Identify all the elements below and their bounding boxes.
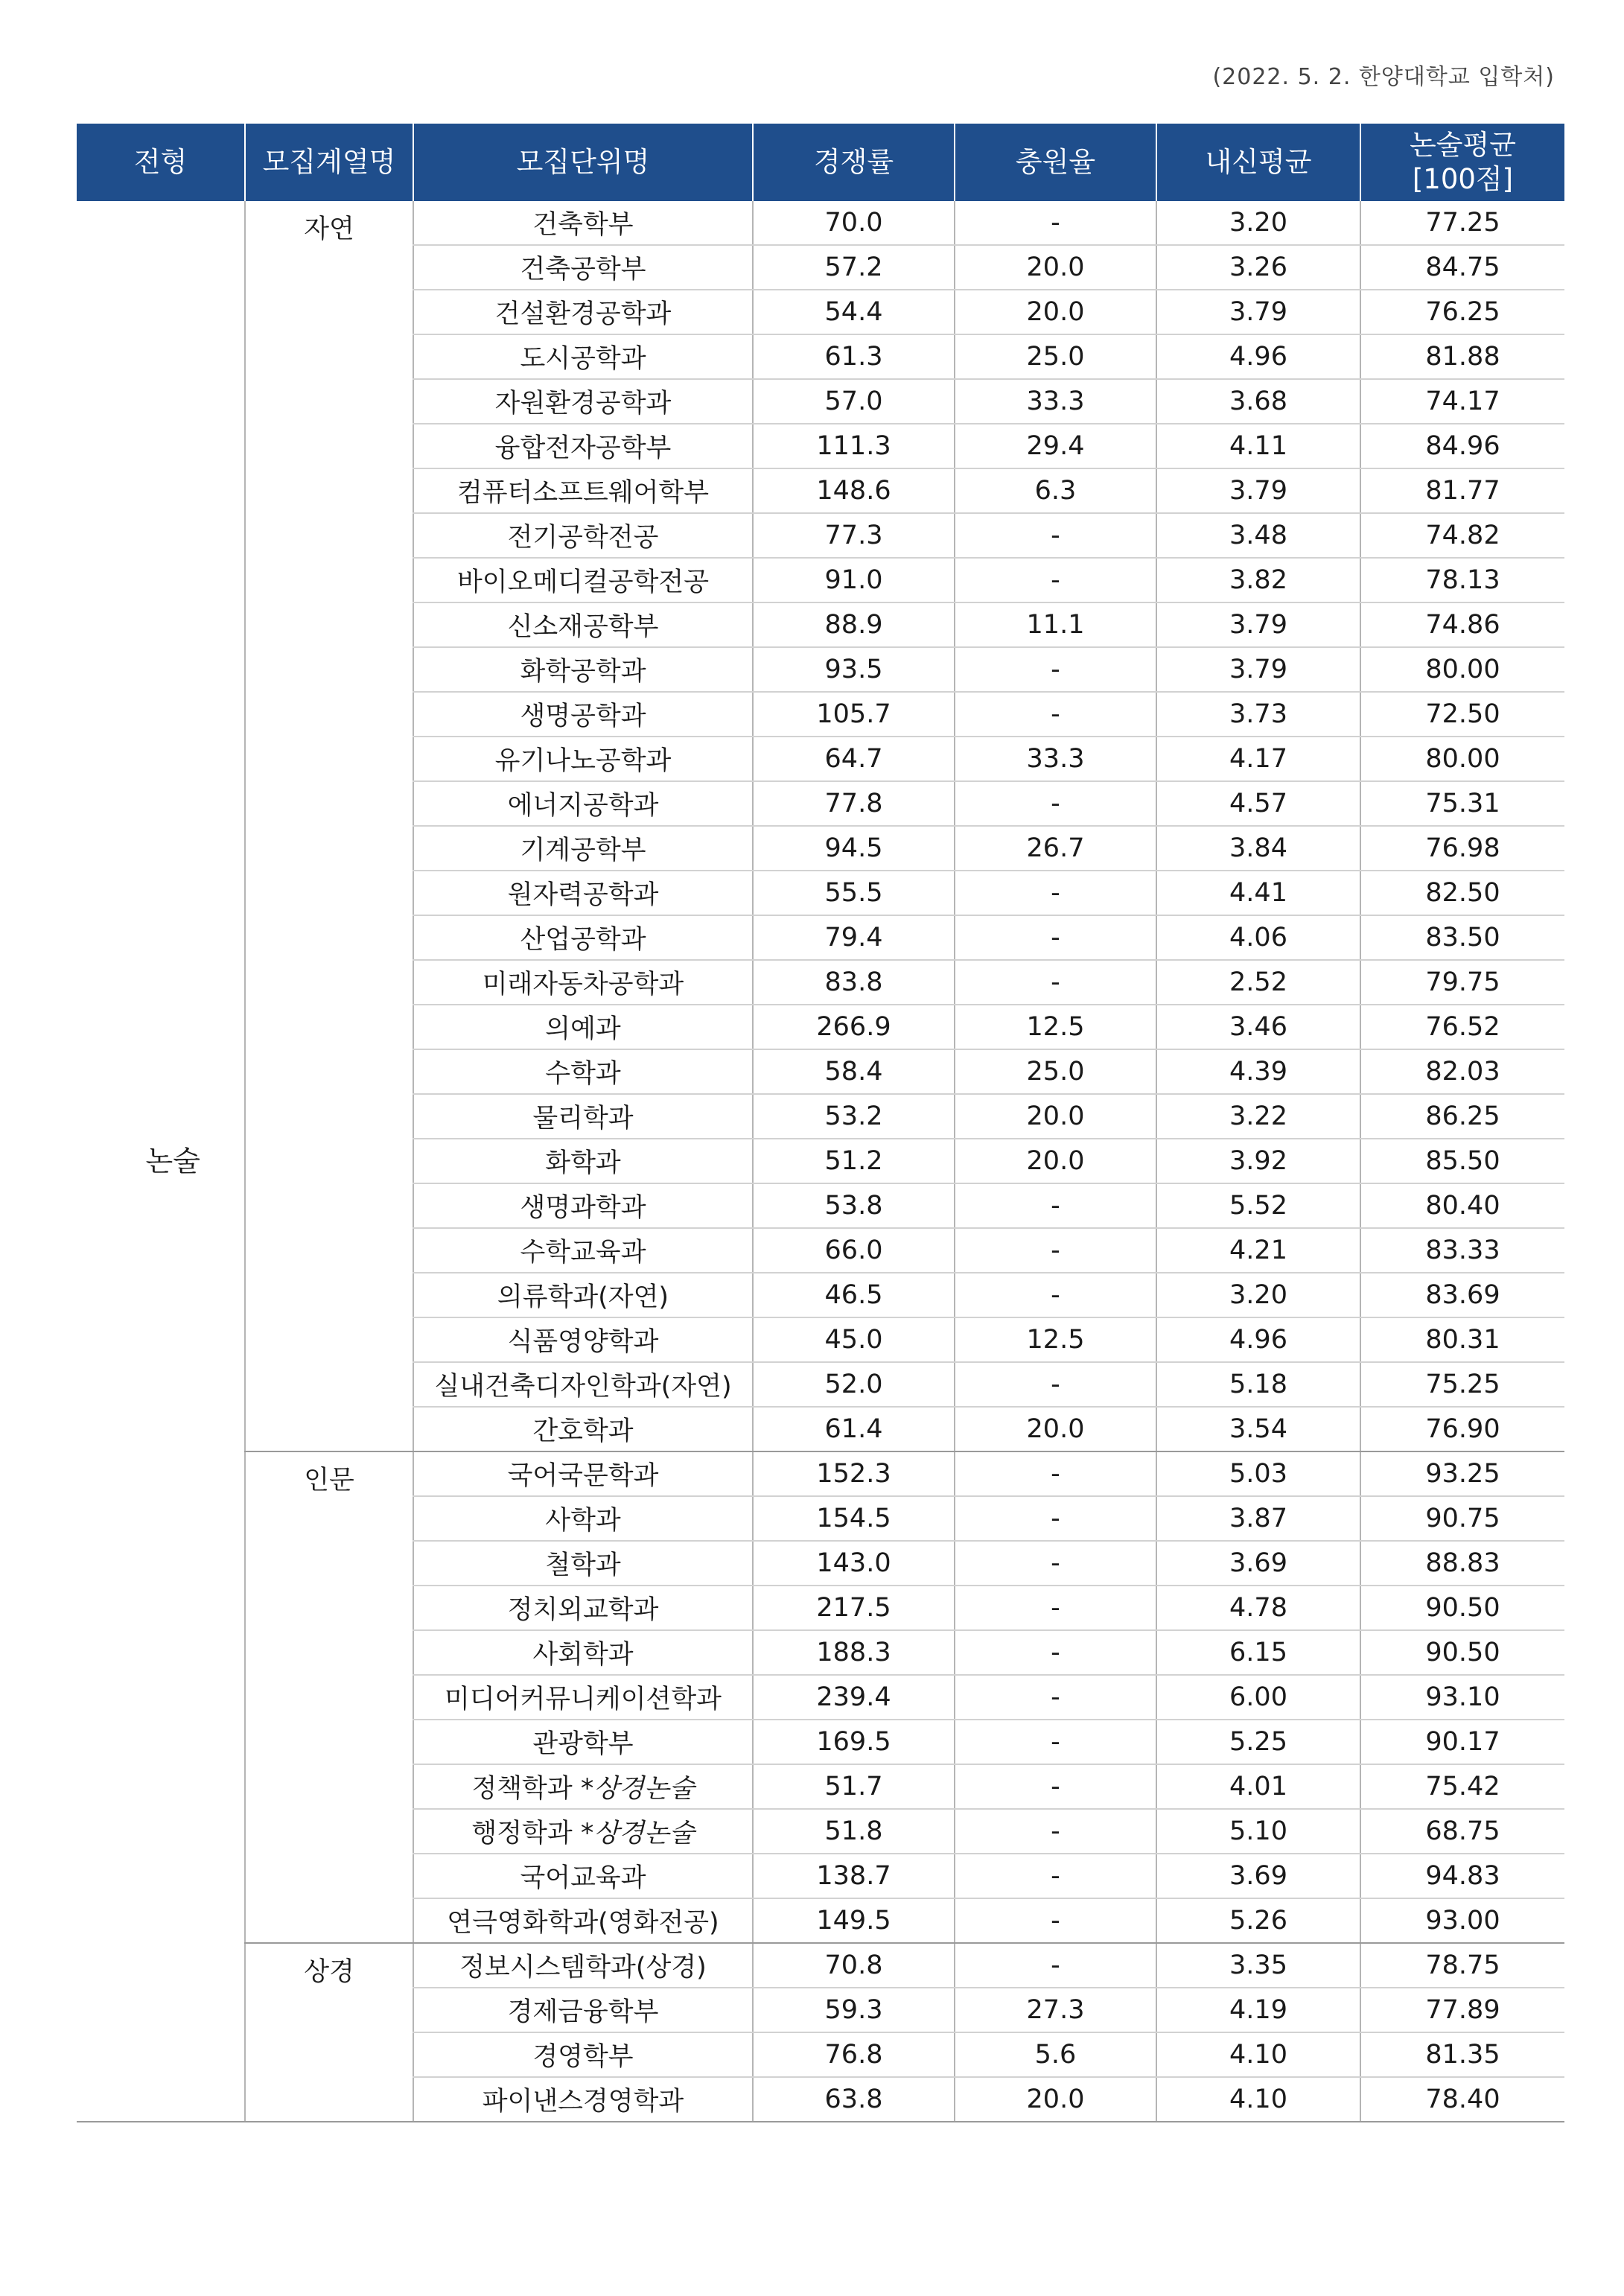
unit-cell xyxy=(413,1451,753,1496)
gpa-cell: 4.17 xyxy=(1156,737,1360,781)
fill-rate-cell: - xyxy=(955,1541,1156,1586)
table-row xyxy=(77,201,1564,245)
unit-note: *상경논술 xyxy=(580,1774,695,1804)
essay-cell: 72.50 xyxy=(1360,692,1564,737)
fill-rate-cell: 6.3 xyxy=(955,468,1156,513)
unit-cell xyxy=(413,1764,753,1809)
gpa-cell: 3.54 xyxy=(1156,1407,1360,1451)
fill-rate-cell: - xyxy=(955,1854,1156,1898)
category-cell: 상경 xyxy=(245,1943,413,2122)
competition-cell: 143.0 xyxy=(753,1541,955,1586)
unit-cell xyxy=(413,334,753,379)
unit-name: 건축학부 xyxy=(532,210,634,240)
table-row xyxy=(77,1943,1564,1988)
fill-rate-cell: - xyxy=(955,781,1156,826)
competition-cell: 70.8 xyxy=(753,1943,955,1988)
admission-type-cell xyxy=(77,201,245,2122)
unit-name: 경영학부 xyxy=(532,2042,634,2072)
unit-name: 바이오메디컬공학전공 xyxy=(456,567,710,597)
unit-cell xyxy=(413,379,753,424)
gpa-cell: 4.96 xyxy=(1156,334,1360,379)
essay-cell: 90.50 xyxy=(1360,1586,1564,1630)
competition-cell: 77.8 xyxy=(753,781,955,826)
unit-name: 수학교육과 xyxy=(520,1238,646,1268)
gpa-cell: 3.79 xyxy=(1156,290,1360,334)
essay-cell: 80.40 xyxy=(1360,1183,1564,1228)
competition-cell: 94.5 xyxy=(753,826,955,871)
unit-name: 경제금융학부 xyxy=(507,1997,659,2027)
fill-rate-cell: - xyxy=(955,201,1156,245)
gpa-cell: 3.79 xyxy=(1156,602,1360,647)
gpa-cell: 6.00 xyxy=(1156,1675,1360,1720)
competition-cell: 54.4 xyxy=(753,290,955,334)
competition-cell: 266.9 xyxy=(753,1005,955,1049)
unit-cell xyxy=(413,424,753,468)
competition-cell: 105.7 xyxy=(753,692,955,737)
competition-cell: 88.9 xyxy=(753,602,955,647)
gpa-cell: 3.73 xyxy=(1156,692,1360,737)
gpa-cell: 3.20 xyxy=(1156,1273,1360,1317)
unit-name: 산업공학과 xyxy=(520,925,646,955)
essay-cell: 81.88 xyxy=(1360,334,1564,379)
gpa-cell: 3.92 xyxy=(1156,1139,1360,1183)
header-fill-rate: 충원율 xyxy=(955,124,1156,201)
fill-rate-cell: - xyxy=(955,1183,1156,1228)
category-cell: 자연 xyxy=(245,201,413,1451)
unit-cell xyxy=(413,245,753,290)
competition-cell: 111.3 xyxy=(753,424,955,468)
fill-rate-cell: - xyxy=(955,558,1156,602)
fill-rate-cell: 20.0 xyxy=(955,2077,1156,2122)
competition-cell: 154.5 xyxy=(753,1496,955,1541)
competition-cell: 239.4 xyxy=(753,1675,955,1720)
unit-cell xyxy=(413,871,753,915)
essay-cell: 90.17 xyxy=(1360,1720,1564,1764)
competition-cell: 63.8 xyxy=(753,2077,955,2122)
unit-name: 에너지공학과 xyxy=(507,791,659,821)
fill-rate-cell: 11.1 xyxy=(955,602,1156,647)
gpa-cell: 3.22 xyxy=(1156,1094,1360,1139)
fill-rate-cell: - xyxy=(955,1496,1156,1541)
competition-cell: 53.8 xyxy=(753,1183,955,1228)
unit-name: 정치외교학과 xyxy=(507,1595,659,1625)
unit-cell xyxy=(413,647,753,692)
competition-cell: 77.3 xyxy=(753,513,955,558)
unit-name: 생명공학과 xyxy=(520,702,646,731)
essay-cell: 76.90 xyxy=(1360,1407,1564,1451)
fill-rate-cell: - xyxy=(955,871,1156,915)
essay-cell: 76.52 xyxy=(1360,1005,1564,1049)
unit-name: 자원환경공학과 xyxy=(494,389,672,419)
essay-cell: 80.31 xyxy=(1360,1317,1564,1362)
unit-name: 융합전자공학부 xyxy=(494,433,672,463)
fill-rate-cell: - xyxy=(955,1809,1156,1854)
competition-cell: 61.4 xyxy=(753,1407,955,1451)
unit-name: 행정학과 xyxy=(471,1819,573,1848)
unit-name: 의류학과(자연) xyxy=(497,1282,669,1312)
unit-cell xyxy=(413,1407,753,1451)
fill-rate-cell: - xyxy=(955,692,1156,737)
unit-cell xyxy=(413,1586,753,1630)
essay-cell: 74.17 xyxy=(1360,379,1564,424)
unit-cell xyxy=(413,1228,753,1273)
unit-cell xyxy=(413,1720,753,1764)
essay-cell: 90.50 xyxy=(1360,1630,1564,1675)
essay-cell: 76.25 xyxy=(1360,290,1564,334)
header-gpa-avg: 내신평균 xyxy=(1156,124,1360,201)
fill-rate-cell: 25.0 xyxy=(955,334,1156,379)
essay-cell: 80.00 xyxy=(1360,647,1564,692)
competition-cell: 76.8 xyxy=(753,2032,955,2077)
unit-cell xyxy=(413,468,753,513)
fill-rate-cell: - xyxy=(955,1586,1156,1630)
unit-cell xyxy=(413,602,753,647)
essay-cell: 93.10 xyxy=(1360,1675,1564,1720)
fill-rate-cell: 12.5 xyxy=(955,1005,1156,1049)
gpa-cell: 5.10 xyxy=(1156,1809,1360,1854)
gpa-cell: 4.39 xyxy=(1156,1049,1360,1094)
unit-cell xyxy=(413,960,753,1005)
header-competition: 경쟁률 xyxy=(753,124,955,201)
essay-cell: 77.89 xyxy=(1360,1988,1564,2032)
unit-name: 정책학과 xyxy=(471,1774,573,1804)
gpa-cell: 5.03 xyxy=(1156,1451,1360,1496)
unit-cell xyxy=(413,1943,753,1988)
gpa-cell: 3.84 xyxy=(1156,826,1360,871)
unit-name: 사학과 xyxy=(545,1506,621,1536)
unit-name: 건축공학부 xyxy=(520,255,646,284)
unit-cell xyxy=(413,558,753,602)
essay-cell: 74.86 xyxy=(1360,602,1564,647)
fill-rate-cell: 20.0 xyxy=(955,290,1156,334)
unit-cell xyxy=(413,826,753,871)
gpa-cell: 4.78 xyxy=(1156,1586,1360,1630)
gpa-cell: 4.06 xyxy=(1156,915,1360,960)
competition-cell: 91.0 xyxy=(753,558,955,602)
fill-rate-cell: - xyxy=(955,1720,1156,1764)
unit-cell xyxy=(413,1496,753,1541)
unit-cell xyxy=(413,692,753,737)
competition-cell: 64.7 xyxy=(753,737,955,781)
gpa-cell: 3.20 xyxy=(1156,201,1360,245)
unit-name: 정보시스템학과(상경) xyxy=(459,1953,707,1982)
fill-rate-cell: - xyxy=(955,647,1156,692)
essay-cell: 78.40 xyxy=(1360,2077,1564,2122)
essay-cell: 84.96 xyxy=(1360,424,1564,468)
unit-cell xyxy=(413,1630,753,1675)
fill-rate-cell: 25.0 xyxy=(955,1049,1156,1094)
gpa-cell: 3.82 xyxy=(1156,558,1360,602)
unit-cell xyxy=(413,781,753,826)
fill-rate-cell: - xyxy=(955,1362,1156,1407)
unit-cell xyxy=(413,1273,753,1317)
gpa-cell: 3.46 xyxy=(1156,1005,1360,1049)
unit-name: 간호학과 xyxy=(532,1416,634,1446)
essay-cell: 83.69 xyxy=(1360,1273,1564,1317)
fill-rate-cell: - xyxy=(955,1630,1156,1675)
essay-cell: 75.42 xyxy=(1360,1764,1564,1809)
fill-rate-cell: 26.7 xyxy=(955,826,1156,871)
gpa-cell: 4.01 xyxy=(1156,1764,1360,1809)
unit-cell xyxy=(413,915,753,960)
gpa-cell: 3.69 xyxy=(1156,1541,1360,1586)
unit-cell xyxy=(413,1541,753,1586)
fill-rate-cell: - xyxy=(955,1273,1156,1317)
essay-cell: 82.50 xyxy=(1360,871,1564,915)
unit-cell xyxy=(413,1005,753,1049)
gpa-cell: 4.57 xyxy=(1156,781,1360,826)
competition-cell: 46.5 xyxy=(753,1273,955,1317)
header-essay-avg xyxy=(1360,124,1564,201)
fill-rate-cell: - xyxy=(955,960,1156,1005)
competition-cell: 59.3 xyxy=(753,1988,955,2032)
gpa-cell: 6.15 xyxy=(1156,1630,1360,1675)
essay-cell: 88.83 xyxy=(1360,1541,1564,1586)
competition-cell: 79.4 xyxy=(753,915,955,960)
competition-cell: 61.3 xyxy=(753,334,955,379)
essay-cell: 77.25 xyxy=(1360,201,1564,245)
gpa-cell: 3.48 xyxy=(1156,513,1360,558)
essay-cell: 81.35 xyxy=(1360,2032,1564,2077)
unit-name: 물리학과 xyxy=(532,1104,634,1133)
unit-name: 화학공학과 xyxy=(520,657,646,687)
fill-rate-cell: 27.3 xyxy=(955,1988,1156,2032)
essay-cell: 84.75 xyxy=(1360,245,1564,290)
essay-cell: 80.00 xyxy=(1360,737,1564,781)
unit-note: *상경논술 xyxy=(580,1819,695,1848)
fill-rate-cell: 33.3 xyxy=(955,737,1156,781)
essay-cell: 94.83 xyxy=(1360,1854,1564,1898)
gpa-cell: 5.25 xyxy=(1156,1720,1360,1764)
unit-name: 수학과 xyxy=(545,1059,621,1089)
unit-name: 사회학과 xyxy=(532,1640,634,1670)
competition-cell: 169.5 xyxy=(753,1720,955,1764)
unit-name: 컴퓨터소프트웨어학부 xyxy=(456,478,710,508)
competition-cell: 51.7 xyxy=(753,1764,955,1809)
gpa-cell: 4.10 xyxy=(1156,2077,1360,2122)
unit-name: 신소재공학부 xyxy=(507,612,659,642)
unit-cell xyxy=(413,1049,753,1094)
category-cell: 인문 xyxy=(245,1451,413,1943)
essay-cell: 78.13 xyxy=(1360,558,1564,602)
unit-name: 생명과학과 xyxy=(520,1193,646,1223)
competition-cell: 57.0 xyxy=(753,379,955,424)
gpa-cell: 4.11 xyxy=(1156,424,1360,468)
gpa-cell: 5.26 xyxy=(1156,1898,1360,1943)
unit-name: 의예과 xyxy=(545,1014,621,1044)
competition-cell: 51.8 xyxy=(753,1809,955,1854)
gpa-cell: 3.87 xyxy=(1156,1496,1360,1541)
fill-rate-cell: 12.5 xyxy=(955,1317,1156,1362)
table-body xyxy=(77,201,1564,2122)
unit-name: 건설환경공학과 xyxy=(494,299,672,329)
fill-rate-cell: 20.0 xyxy=(955,1094,1156,1139)
unit-cell xyxy=(413,2032,753,2077)
gpa-cell: 5.52 xyxy=(1156,1183,1360,1228)
competition-cell: 45.0 xyxy=(753,1317,955,1362)
admission-type-label: 논술 xyxy=(145,1145,200,1177)
unit-name: 미래자동차공학과 xyxy=(482,970,684,999)
unit-name: 철학과 xyxy=(545,1551,621,1580)
unit-name: 실내건축디자인학과(자연) xyxy=(434,1372,732,1402)
essay-cell: 75.31 xyxy=(1360,781,1564,826)
unit-name: 국어국문학과 xyxy=(507,1461,659,1491)
gpa-cell: 4.96 xyxy=(1156,1317,1360,1362)
competition-cell: 55.5 xyxy=(753,871,955,915)
competition-cell: 138.7 xyxy=(753,1854,955,1898)
fill-rate-cell: - xyxy=(955,1764,1156,1809)
essay-cell: 85.50 xyxy=(1360,1139,1564,1183)
unit-cell xyxy=(413,201,753,245)
fill-rate-cell: 20.0 xyxy=(955,1139,1156,1183)
unit-name: 전기공학전공 xyxy=(507,523,659,553)
header-unit: 모집단위명 xyxy=(413,124,753,201)
competition-cell: 57.2 xyxy=(753,245,955,290)
competition-cell: 217.5 xyxy=(753,1586,955,1630)
unit-name: 연극영화학과(영화전공) xyxy=(447,1908,719,1938)
header-category: 모집계열명 xyxy=(245,124,413,201)
gpa-cell: 3.26 xyxy=(1156,245,1360,290)
unit-name: 화학과 xyxy=(545,1148,621,1178)
fill-rate-cell: - xyxy=(955,915,1156,960)
fill-rate-cell: 20.0 xyxy=(955,245,1156,290)
fill-rate-cell: 20.0 xyxy=(955,1407,1156,1451)
gpa-cell: 3.69 xyxy=(1156,1854,1360,1898)
gpa-cell: 4.21 xyxy=(1156,1228,1360,1273)
unit-name: 파이낸스경영학과 xyxy=(482,2087,684,2117)
essay-cell: 83.50 xyxy=(1360,915,1564,960)
fill-rate-cell: - xyxy=(955,1675,1156,1720)
fill-rate-cell: - xyxy=(955,1228,1156,1273)
unit-name: 원자력공학과 xyxy=(507,880,659,910)
gpa-cell: 5.18 xyxy=(1156,1362,1360,1407)
gpa-cell: 3.79 xyxy=(1156,647,1360,692)
competition-cell: 188.3 xyxy=(753,1630,955,1675)
fill-rate-cell: 33.3 xyxy=(955,379,1156,424)
unit-name: 관광학부 xyxy=(532,1729,634,1759)
essay-cell: 81.77 xyxy=(1360,468,1564,513)
unit-cell xyxy=(413,2077,753,2122)
fill-rate-cell: - xyxy=(955,1943,1156,1988)
unit-cell xyxy=(413,513,753,558)
essay-cell: 82.03 xyxy=(1360,1049,1564,1094)
fill-rate-cell: 29.4 xyxy=(955,424,1156,468)
essay-cell: 75.25 xyxy=(1360,1362,1564,1407)
unit-name: 식품영양학과 xyxy=(507,1327,659,1357)
fill-rate-cell: - xyxy=(955,1898,1156,1943)
unit-cell xyxy=(413,737,753,781)
gpa-cell: 3.68 xyxy=(1156,379,1360,424)
competition-cell: 70.0 xyxy=(753,201,955,245)
competition-cell: 66.0 xyxy=(753,1228,955,1273)
competition-cell: 52.0 xyxy=(753,1362,955,1407)
admission-results-table xyxy=(77,124,1564,2122)
gpa-cell: 4.41 xyxy=(1156,871,1360,915)
competition-cell: 149.5 xyxy=(753,1898,955,1943)
competition-cell: 51.2 xyxy=(753,1139,955,1183)
header-essay-avg-line2: [100점] xyxy=(1412,163,1514,195)
essay-cell: 86.25 xyxy=(1360,1094,1564,1139)
unit-name: 미디어커뮤니케이션학과 xyxy=(445,1685,722,1714)
unit-cell xyxy=(413,1809,753,1854)
unit-cell xyxy=(413,1675,753,1720)
table-row xyxy=(77,1451,1564,1496)
unit-name: 기계공학부 xyxy=(520,836,646,865)
essay-cell: 93.25 xyxy=(1360,1451,1564,1496)
competition-cell: 93.5 xyxy=(753,647,955,692)
unit-cell xyxy=(413,1854,753,1898)
essay-cell: 74.82 xyxy=(1360,513,1564,558)
fill-rate-cell: 5.6 xyxy=(955,2032,1156,2077)
unit-name: 국어교육과 xyxy=(520,1863,646,1893)
unit-cell xyxy=(413,1988,753,2032)
gpa-cell: 4.19 xyxy=(1156,1988,1360,2032)
essay-cell: 68.75 xyxy=(1360,1809,1564,1854)
competition-cell: 83.8 xyxy=(753,960,955,1005)
gpa-cell: 4.10 xyxy=(1156,2032,1360,2077)
gpa-cell: 3.79 xyxy=(1156,468,1360,513)
gpa-cell: 3.35 xyxy=(1156,1943,1360,1988)
essay-cell: 93.00 xyxy=(1360,1898,1564,1943)
essay-cell: 90.75 xyxy=(1360,1496,1564,1541)
competition-cell: 53.2 xyxy=(753,1094,955,1139)
unit-cell xyxy=(413,1898,753,1943)
competition-cell: 152.3 xyxy=(753,1451,955,1496)
unit-cell xyxy=(413,1183,753,1228)
header-row xyxy=(77,124,1564,201)
competition-cell: 58.4 xyxy=(753,1049,955,1094)
header-essay-avg-line1: 논술평균 xyxy=(1410,129,1516,161)
essay-cell: 78.75 xyxy=(1360,1943,1564,1988)
source-note: (2022. 5. 2. 한양대학교 입학처) xyxy=(1212,64,1555,90)
competition-cell: 148.6 xyxy=(753,468,955,513)
unit-cell xyxy=(413,1362,753,1407)
unit-cell xyxy=(413,1317,753,1362)
gpa-cell: 2.52 xyxy=(1156,960,1360,1005)
unit-name: 도시공학과 xyxy=(520,344,646,374)
unit-cell xyxy=(413,1139,753,1183)
unit-name: 유기나노공학과 xyxy=(494,746,672,776)
essay-cell: 76.98 xyxy=(1360,826,1564,871)
fill-rate-cell: - xyxy=(955,1451,1156,1496)
essay-cell: 83.33 xyxy=(1360,1228,1564,1273)
unit-cell xyxy=(413,1094,753,1139)
header-type: 전형 xyxy=(77,124,245,201)
essay-cell: 79.75 xyxy=(1360,960,1564,1005)
fill-rate-cell: - xyxy=(955,513,1156,558)
unit-cell xyxy=(413,290,753,334)
